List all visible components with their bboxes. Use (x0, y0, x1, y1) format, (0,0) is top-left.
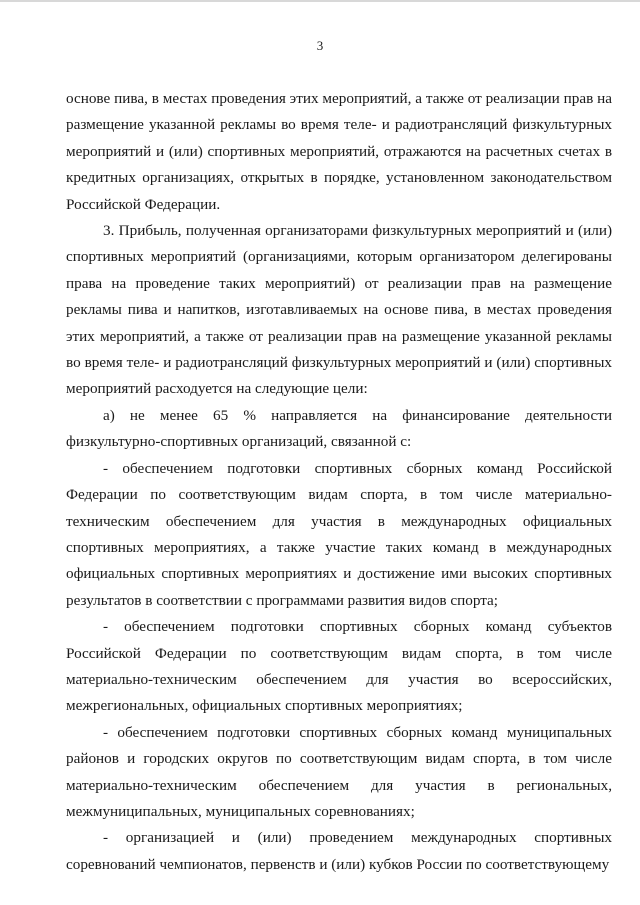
paragraph-subitem-a: а) не менее 65 % направляется на финансирование деятельности физкультурно-спортивных организаций, связанной с: (66, 406, 612, 451)
scan-edge (0, 0, 640, 2)
list-item-municipal-teams: - обеспечением подготовки спортивных сборных команд муниципальных районов и городских округов по соответствующим видам спорта, в том числе материально-техническим обеспечением для участия в региональных, межмуниципальных, муниципальных соревнованиях; (66, 723, 612, 820)
list-item-federal-teams: - обеспечением подготовки спортивных сборных команд Российской Федерации по соответствующим видам спорта, в том числе материально-техническим обеспечением для участия в международных официальных спортивных мероприятиях, а также участие таких команд в международных официальных спортивных мероприятиях и достижение ими высоких спортивных результатов в соответствии с программами развития видов спорта; (66, 459, 612, 609)
paragraph-item-3: 3. Прибыль, полученная организаторами физкультурных мероприятий и (или) спортивных мероприятий (организациями, которым организатором делегированы права на проведение таких мероприятий) от реализации прав на размещение рекламы пива и напитков, изготавливаемых на основе пива, в местах проведения этих мероприятий, а также от реализации прав на размещение указанной рекламы во время теле- и радиотрансляций физкультурных мероприятий и (или) спортивных мероприятий расходуется на следующие цели: (66, 222, 612, 398)
list-item-regional-teams: - обеспечением подготовки спортивных сборных команд субъектов Российской Федерации по соответствующим видам спорта, в том числе материально-техническим обеспечением для участия во всероссийских, межрегиональных, официальных спортивных мероприятиях; (66, 618, 612, 715)
list-item-competitions: - организацией и (или) проведением международных спортивных соревнований чемпионатов, первенств и (или) кубков России по соответствующему (66, 829, 612, 873)
document-body (66, 86, 612, 878)
paragraph-continuation: основе пива, в местах проведения этих мероприятий, а также от реализации прав на размещение указанной рекламы во время теле- и радиотрансляций физкультурных мероприятий и (или) спортивных мероприятий, отражаются на расчетных счетах в кредитных организациях, открытых в порядке, установленном законодательством Российской Федерации. (66, 90, 612, 213)
page-number: 3 (316, 38, 324, 53)
